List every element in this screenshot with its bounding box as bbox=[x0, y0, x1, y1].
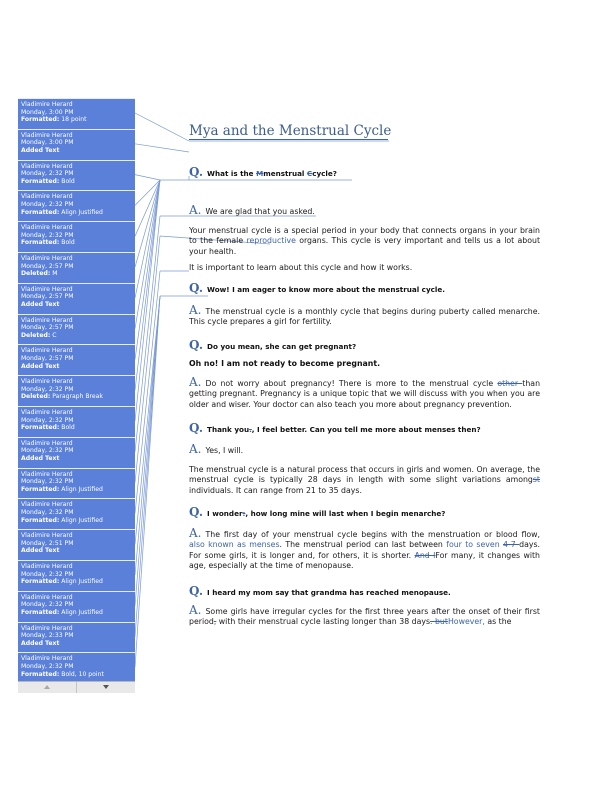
balloon-author: Vladimire Herard bbox=[21, 378, 73, 386]
balloon-change: Formatted: 18 point bbox=[21, 116, 87, 124]
balloon-change: Formatted: Bold bbox=[21, 424, 75, 432]
tracked-changes-pane bbox=[18, 98, 135, 692]
balloon-author: Vladimire Herard bbox=[21, 224, 73, 232]
balloon-time: Monday, 2:32 PM bbox=[21, 447, 74, 455]
balloon-author: Vladimire Herard bbox=[21, 255, 73, 262]
answer-3[interactable]: A. Do not worry about pregnancy! There is more to the menstrual cycle other than getting pregnant. Pregnancy is a unique topic that we will discuss with you when you are older and wiser. Your doctor can also teach you more about pregnancy prevention. bbox=[189, 375, 541, 409]
question-1[interactable]: Q. What is the Mmenstrual Ccycle? bbox=[189, 165, 337, 179]
balloon-time: Monday, 2:32 PM bbox=[21, 416, 74, 424]
balloon-change: Deleted: M bbox=[21, 270, 58, 278]
balloon-change: Formatted: Bold bbox=[21, 239, 75, 247]
change-balloon[interactable] bbox=[18, 529, 135, 560]
leader-line bbox=[135, 144, 189, 152]
balloon-author: Vladimire Herard bbox=[21, 347, 73, 355]
balloon-change: Formatted: Align Justified bbox=[21, 208, 103, 216]
balloon-time: Monday, 2:51 PM bbox=[21, 539, 74, 547]
balloon-author: Vladimire Herard bbox=[21, 409, 73, 416]
balloon-author: Vladimire Herard bbox=[21, 655, 73, 663]
change-balloon[interactable] bbox=[18, 344, 135, 375]
balloon-author: Vladimire Herard bbox=[21, 624, 73, 632]
triangle-up-icon bbox=[44, 685, 50, 689]
answer-5[interactable]: A. The first day of your menstrual cycle begins with the menstruation or blood flow, also known as menses. The menstrual period can last between four to seven 4-7 days. For some girls, it is longer and, for others, it is shorter. And IFor many, it changes with age, especially at the time of menopause. bbox=[189, 526, 541, 570]
change-balloon[interactable] bbox=[18, 406, 135, 437]
balloon-author: Vladimire Herard bbox=[21, 193, 73, 201]
answer-1[interactable]: A. We are glad that you asked. bbox=[189, 203, 315, 217]
question-marker: Q. bbox=[189, 165, 204, 179]
change-balloon[interactable] bbox=[18, 190, 135, 221]
balloon-change: Deleted: Paragraph Break bbox=[21, 393, 103, 401]
balloon-time: Monday, 2:32 PM bbox=[21, 570, 74, 578]
paragraph-2[interactable]: It is important to learn about this cycle and how it works. bbox=[189, 263, 413, 272]
change-balloon[interactable] bbox=[18, 437, 135, 468]
leader-line bbox=[135, 180, 160, 421]
balloon-time: Monday, 2:57 PM bbox=[21, 293, 74, 301]
leader-line bbox=[135, 180, 160, 298]
balloon-author: Vladimire Herard bbox=[21, 162, 73, 170]
balloon-author: Vladimire Herard bbox=[21, 285, 73, 293]
balloon-change: Added Text bbox=[21, 146, 60, 154]
balloon-time: Monday, 2:32 PM bbox=[21, 478, 74, 486]
balloon-time: Monday, 2:32 PM bbox=[21, 508, 74, 516]
balloon-author: Vladimire Herard bbox=[21, 101, 73, 108]
question-4[interactable]: Q. Thank you., I feel better. Can you tell me more about menses then? bbox=[189, 421, 481, 435]
balloon-change: Formatted: Bold, 10 point bbox=[21, 670, 104, 678]
change-balloon[interactable] bbox=[18, 498, 135, 529]
page-title[interactable]: Mya and the Menstrual Cycle bbox=[189, 123, 392, 139]
paragraph-1[interactable]: Your menstrual cycle is a special period in your body that connects organs in your brain to the female reproductive organs. This cycle is very important and tells us a lot about your health. bbox=[189, 226, 541, 256]
question-6[interactable]: Q. I heard my mom say that grandma has reached menopause. bbox=[189, 584, 451, 598]
change-balloon[interactable] bbox=[18, 591, 135, 622]
balloon-change: Added Text bbox=[21, 547, 60, 555]
change-balloon[interactable] bbox=[18, 375, 135, 406]
pane-scroll-controls bbox=[18, 681, 135, 693]
balloon-time: Monday, 2:32 PM bbox=[21, 601, 74, 609]
answer-2[interactable]: A. The menstrual cycle is a monthly cycle that begins during puberty called menarche. This cycle prepares a girl for fertility. bbox=[189, 303, 540, 327]
balloon-time: Monday, 3:00 PM bbox=[21, 139, 74, 147]
answer-6[interactable]: A. Some girls have irregular cycles for the first three years after the onset of their first period, with their menstrual cycle lasting longer than 38 days. butHowever, as the bbox=[189, 603, 540, 627]
balloon-change: Formatted: Align Justified bbox=[21, 516, 103, 524]
balloon-author: Vladimire Herard bbox=[21, 501, 73, 509]
balloon-time: Monday, 2:32 PM bbox=[21, 170, 74, 178]
balloon-time: Monday, 2:32 PM bbox=[21, 662, 74, 670]
balloon-change: Added Text bbox=[21, 454, 60, 462]
balloon-time: Monday, 3:00 PM bbox=[21, 108, 74, 116]
triangle-down-icon bbox=[103, 685, 109, 689]
question-5[interactable]: Q. I wonder:, how long mine will last when I begin menarche? bbox=[189, 505, 446, 519]
change-balloon[interactable] bbox=[18, 622, 135, 653]
change-balloon[interactable] bbox=[18, 283, 135, 314]
change-balloon[interactable] bbox=[18, 560, 135, 591]
balloon-time: Monday, 2:33 PM bbox=[21, 632, 74, 640]
change-balloon[interactable] bbox=[18, 652, 135, 683]
balloon-change: Added Text bbox=[21, 362, 60, 370]
change-balloon[interactable] bbox=[18, 468, 135, 499]
balloon-author: Vladimire Herard bbox=[21, 316, 73, 324]
leader-line bbox=[135, 113, 189, 141]
change-balloon[interactable] bbox=[18, 252, 135, 283]
answer-4[interactable]: A. Yes, I will. bbox=[189, 442, 244, 456]
balloon-change: Formatted: Align Justified bbox=[21, 608, 103, 616]
leader-line bbox=[135, 296, 160, 575]
balloon-author: Vladimire Herard bbox=[21, 470, 73, 478]
change-balloon[interactable] bbox=[18, 98, 135, 129]
balloon-time: Monday, 2:57 PM bbox=[21, 354, 74, 362]
balloon-time: Monday, 2:32 PM bbox=[21, 385, 74, 393]
balloon-time: Monday, 2:32 PM bbox=[21, 231, 74, 239]
balloon-author: Vladimire Herard bbox=[21, 131, 73, 139]
balloon-time: Monday, 2:57 PM bbox=[21, 324, 74, 332]
balloon-author: Vladimire Herard bbox=[21, 563, 73, 570]
balloon-author: Vladimire Herard bbox=[21, 593, 73, 601]
balloon-change: Added Text bbox=[21, 300, 60, 308]
answer-marker: A. bbox=[189, 203, 202, 217]
question-3[interactable]: Q. Do you mean, she can get pregnant? bbox=[189, 338, 357, 352]
leader-line bbox=[135, 175, 160, 180]
balloon-change: Formatted: Bold bbox=[21, 177, 75, 185]
change-balloon[interactable] bbox=[18, 160, 135, 191]
paragraph-3[interactable]: Oh no! I am not ready to become pregnant. bbox=[189, 359, 381, 368]
paragraph-4[interactable]: The menstrual cycle is a natural process that occurs in girls and women. On average, the menstrual cycle is typically 28 days in length with some slight variations amongst individuals. It can range from 21 to 35 days. bbox=[189, 465, 540, 495]
balloon-time: Monday, 2:57 PM bbox=[21, 262, 74, 270]
change-balloon[interactable] bbox=[18, 221, 135, 252]
scroll-down-button[interactable] bbox=[77, 682, 135, 693]
question-2[interactable]: Q. Wow! I am eager to know more about the menstrual cycle. bbox=[189, 281, 445, 295]
balloon-time: Monday, 2:32 PM bbox=[21, 200, 74, 208]
balloon-change: Deleted: C bbox=[21, 331, 57, 339]
change-balloon[interactable] bbox=[18, 314, 135, 345]
balloon-change: Added Text bbox=[21, 639, 60, 647]
balloon-change: Formatted: Align Justified bbox=[21, 578, 103, 586]
balloon-author: Vladimire Herard bbox=[21, 532, 73, 540]
change-balloon[interactable] bbox=[18, 129, 135, 160]
balloon-author: Vladimire Herard bbox=[21, 439, 73, 447]
balloon-change: Formatted: Align Justified bbox=[21, 485, 103, 493]
leader-line bbox=[135, 296, 160, 667]
scroll-up-button[interactable] bbox=[18, 682, 77, 693]
